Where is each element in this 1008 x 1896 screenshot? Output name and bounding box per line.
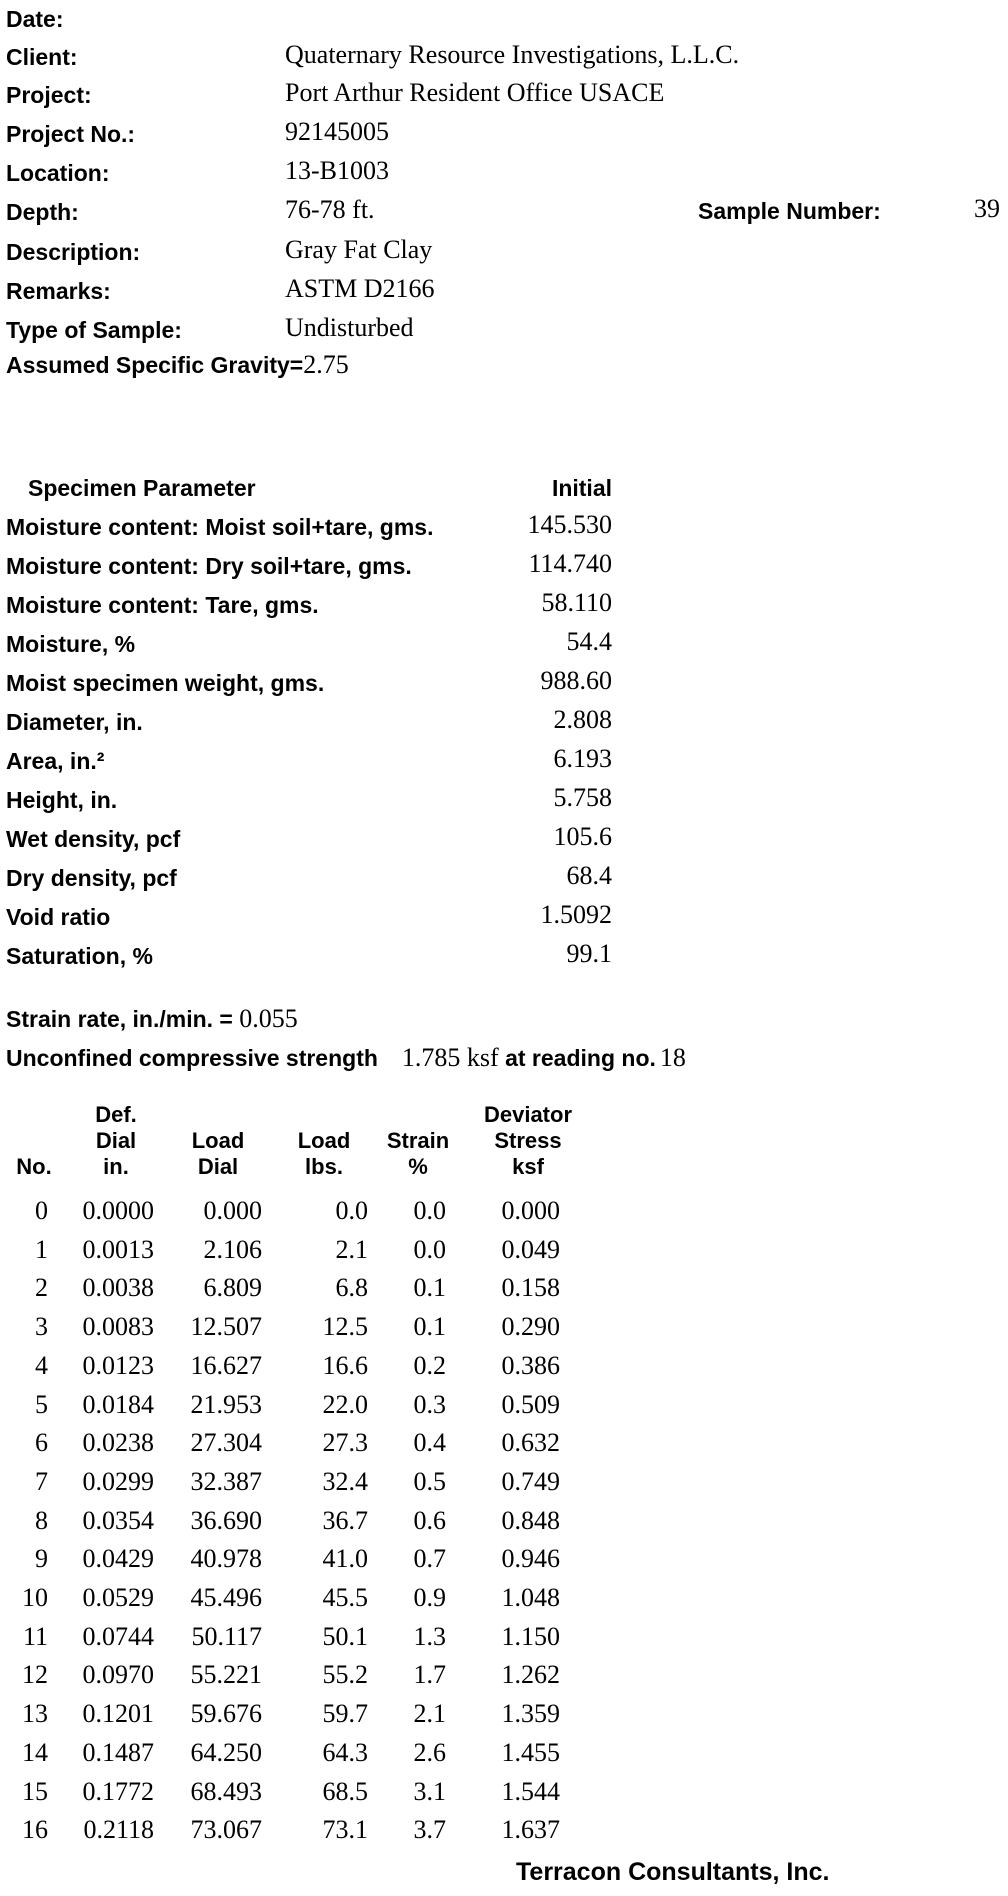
table-cell: 1.637 [501,1815,560,1845]
table-cell: 6.809 [203,1273,262,1303]
table-cell: 21.953 [190,1389,262,1419]
reading-label: at reading no. [498,1045,656,1071]
specific-gravity-label: Assumed Specific Gravity= [6,352,304,378]
table-cell: 0.0013 [82,1234,154,1264]
table-row [0,1736,600,1774]
table-cell: 3.7 [413,1815,446,1845]
table-cell: 0 [35,1196,48,1225]
specimen-row [6,702,626,740]
reading-value: 18 [659,1043,686,1072]
header-row [6,115,1006,151]
header-label: Description: [6,239,141,265]
table-cell: 0.0 [413,1196,446,1225]
specimen-label: Dry density, pcf [6,865,177,891]
specimen-initial-heading: Initial [551,475,612,501]
sample-number-value: 39 [974,194,1000,223]
specimen-label: Wet density, pcf [6,826,181,852]
specimen-label: Moist specimen weight, gms. [6,670,325,696]
specimen-label: Area, in.² [6,748,105,774]
table-cell: 40.978 [190,1544,262,1574]
table-cell: 0.0000 [82,1196,154,1225]
table-cell: 0.0 [335,1196,368,1225]
specimen-row [6,663,626,701]
specimen-value: 6.193 [553,744,612,773]
header-value: 76-78 ft. [285,195,375,224]
specimen-row [6,897,626,935]
specimen-label: Diameter, in. [6,709,143,735]
table-cell: 0.0429 [82,1544,154,1574]
table-cell: 2.1 [335,1234,368,1264]
header-label: Type of Sample: [6,317,182,343]
column-header: No. [16,1154,52,1179]
table-cell: 0.0 [413,1234,446,1264]
table-cell: 0.0970 [82,1660,154,1690]
table-cell: 0.9 [413,1583,446,1612]
ucs-line [6,1043,686,1073]
header-label: Client: [6,44,78,70]
table-cell: 1.455 [501,1737,560,1767]
table-cell: 6 [35,1428,48,1458]
table-cell: 32.4 [322,1466,368,1496]
table-row [0,1310,600,1348]
table-cell: 0.290 [501,1312,560,1342]
table-row [0,1658,600,1696]
sample-number-label: Sample Number: [698,198,881,224]
table-cell: 0.0238 [82,1428,154,1458]
specimen-row [6,507,626,545]
table-cell: 59.7 [322,1699,368,1729]
table-cell: 0.049 [501,1234,560,1264]
column-header: Dial [95,1128,137,1153]
specimen-value: 58.110 [541,588,612,617]
table-cell: 0.848 [501,1505,560,1535]
column-header: Stress [494,1128,562,1153]
header-label: Depth: [6,199,79,225]
specimen-value: 988.60 [540,666,612,695]
table-cell: 3.1 [413,1776,446,1806]
header-label: Remarks: [6,278,111,304]
table-cell: 15 [22,1776,48,1806]
specimen-label: Height, in. [6,787,118,813]
table-cell: 12.5 [322,1312,368,1342]
specimen-value: 114.740 [528,549,612,578]
table-cell: 16.6 [322,1350,368,1380]
table-cell: 0.1 [413,1273,446,1303]
column-header: Load [297,1128,351,1153]
company-name: Terracon Consultants, Inc. [516,1858,830,1886]
specimen-header-row [6,468,626,506]
table-cell: 0.946 [501,1544,560,1574]
table-cell: 73.067 [190,1815,262,1845]
table-cell: 1.150 [501,1621,560,1651]
specimen-row [6,546,626,584]
column-header: Load [191,1128,245,1153]
header-value: 13-B1003 [285,156,389,185]
table-row [0,1620,600,1658]
table-cell: 0.3 [413,1389,446,1419]
header-value: Gray Fat Clay [285,235,433,264]
table-cell: 73.1 [322,1815,368,1845]
table-cell: 1.048 [501,1583,560,1612]
header-row [6,154,1006,190]
strain-rate-line [6,1004,298,1034]
table-cell: 0.158 [501,1273,560,1303]
header-label: Project No.: [6,121,136,147]
table-cell: 45.5 [322,1583,368,1612]
header-label: Location: [6,160,110,186]
table-cell: 0.2118 [83,1815,154,1845]
ucs-value: 1.785 ksf [401,1043,499,1072]
table-cell: 0.0529 [82,1583,154,1612]
table-cell: 0.1 [413,1312,446,1342]
table-cell: 1 [35,1234,48,1264]
table-cell: 0.4 [413,1428,446,1458]
table-cell: 27.304 [190,1428,262,1458]
column-header: Strain [386,1128,450,1153]
table-row [0,1813,600,1851]
table-row [0,1465,600,1503]
specimen-value: 145.530 [527,510,612,539]
table-cell: 16 [22,1815,48,1845]
table-cell: 9 [35,1544,48,1574]
specimen-label: Moisture content: Moist soil+tare, gms. [6,514,434,540]
table-cell: 0.5 [413,1466,446,1496]
specimen-row [6,936,626,974]
table-cell: 68.5 [322,1776,368,1806]
table-cell: 0.0123 [82,1350,154,1380]
header-value: 92145005 [285,117,389,146]
table-cell: 1.262 [501,1660,560,1690]
table-cell: 22.0 [322,1389,368,1419]
table-cell: 55.221 [190,1660,262,1690]
table-cell: 0.0184 [82,1389,154,1419]
table-cell: 64.3 [322,1737,368,1767]
specific-gravity-line [6,350,349,380]
specimen-row [6,585,626,623]
table-cell: 0.000 [203,1196,262,1225]
ucs-label: Unconfined compressive strength [6,1045,378,1071]
header-value: ASTM D2166 [285,274,435,303]
strain-rate-value: 0.055 [239,1004,298,1033]
table-cell: 0.0083 [82,1312,154,1342]
table-cell: 59.676 [190,1699,262,1729]
table-cell: 50.117 [191,1621,262,1651]
table-cell: 12 [22,1660,48,1690]
data-table-header [0,1102,600,1182]
header-label: Project: [6,82,92,108]
table-cell: 0.0038 [82,1273,154,1303]
table-cell: 0.632 [501,1428,560,1458]
strain-rate-label: Strain rate, in./min. = [6,1006,240,1032]
table-cell: 55.2 [322,1660,368,1690]
table-cell: 36.690 [190,1505,262,1535]
header-label: Date: [6,6,64,32]
table-cell: 0.0354 [82,1505,154,1535]
table-cell: 2.106 [203,1234,262,1264]
specimen-label: Moisture content: Tare, gms. [6,592,319,618]
specimen-row [6,741,626,779]
specimen-value: 105.6 [553,822,612,851]
column-header: % [408,1154,428,1179]
table-cell: 4 [35,1350,48,1380]
table-row [0,1388,600,1426]
specimen-parameter-heading: Specimen Parameter [28,475,256,501]
table-cell: 14 [22,1737,48,1767]
table-cell: 1.7 [413,1660,446,1690]
table-cell: 5 [35,1389,48,1419]
specimen-row [6,819,626,857]
table-cell: 41.0 [322,1544,368,1574]
table-row [0,1581,600,1619]
table-cell: 36.7 [322,1505,368,1535]
table-row [0,1542,600,1580]
table-cell: 32.387 [190,1466,262,1496]
header-row [6,38,1006,74]
table-cell: 27.3 [322,1428,368,1458]
table-row [0,1233,600,1271]
table-cell: 45.496 [190,1583,262,1612]
table-cell: 68.493 [190,1776,262,1806]
specimen-row [6,858,626,896]
table-row [0,1194,600,1232]
table-row [0,1349,600,1387]
table-cell: 0.0299 [82,1466,154,1496]
header-value: Quaternary Resource Investigations, L.L.C. [285,40,740,69]
table-cell: 0.2 [413,1350,446,1380]
specimen-row [6,624,626,662]
table-row [0,1504,600,1542]
table-cell: 8 [35,1505,48,1535]
table-cell: 2.1 [413,1699,446,1729]
header-row [6,311,1006,347]
specimen-value: 1.5092 [540,900,612,929]
table-cell: 1.359 [501,1699,560,1729]
specimen-label: Moisture content: Dry soil+tare, gms. [6,553,412,579]
table-cell: 0.749 [501,1466,560,1496]
table-row [0,1271,600,1309]
table-cell: 0.0744 [82,1621,154,1651]
specimen-label: Saturation, % [6,943,153,969]
column-header: Deviator [483,1102,573,1127]
table-cell: 50.1 [322,1621,368,1651]
table-cell: 0.1201 [82,1699,154,1729]
column-header: Def. [95,1102,137,1127]
table-row [0,1697,600,1735]
table-cell: 0.1772 [82,1776,154,1806]
specific-gravity-value: 2.75 [303,350,349,379]
specimen-value: 54.4 [566,627,612,656]
specimen-value: 2.808 [553,705,612,734]
table-cell: 6.8 [335,1273,368,1303]
table-cell: 1.544 [501,1776,560,1806]
specimen-row [6,780,626,818]
table-cell: 13 [22,1699,48,1729]
column-header: Dial [197,1154,239,1179]
table-cell: 3 [35,1312,48,1342]
table-cell: 0.1487 [82,1737,154,1767]
table-cell: 0.7 [413,1544,446,1574]
specimen-value: 5.758 [553,783,612,812]
specimen-label: Moisture, % [6,631,136,657]
table-cell: 16.627 [190,1350,262,1380]
specimen-value: 99.1 [566,939,612,968]
column-header: in. [103,1154,129,1179]
table-row [0,1775,600,1813]
table-cell: 2 [35,1273,48,1303]
header-row [6,76,1006,112]
table-cell: 1.3 [413,1621,446,1651]
header-value: Port Arthur Resident Office USACE [285,78,665,107]
specimen-value: 68.4 [566,861,612,890]
table-cell: 0.000 [501,1196,560,1225]
table-cell: 64.250 [190,1737,262,1767]
table-cell: 0.6 [413,1505,446,1535]
table-row [0,1426,600,1464]
column-header: ksf [512,1154,544,1179]
table-cell: 10 [22,1583,48,1612]
table-cell: 0.509 [501,1389,560,1419]
table-cell: 0.386 [501,1350,560,1380]
header-value: Undisturbed [285,313,414,342]
table-cell: 2.6 [413,1737,446,1767]
specimen-label: Void ratio [6,904,111,930]
header-row [6,0,1006,36]
header-row [6,272,1006,308]
table-cell: 11 [22,1621,48,1651]
header-row [6,233,1006,269]
table-cell: 12.507 [190,1312,262,1342]
column-header: lbs. [305,1154,343,1179]
table-cell: 7 [35,1466,48,1496]
